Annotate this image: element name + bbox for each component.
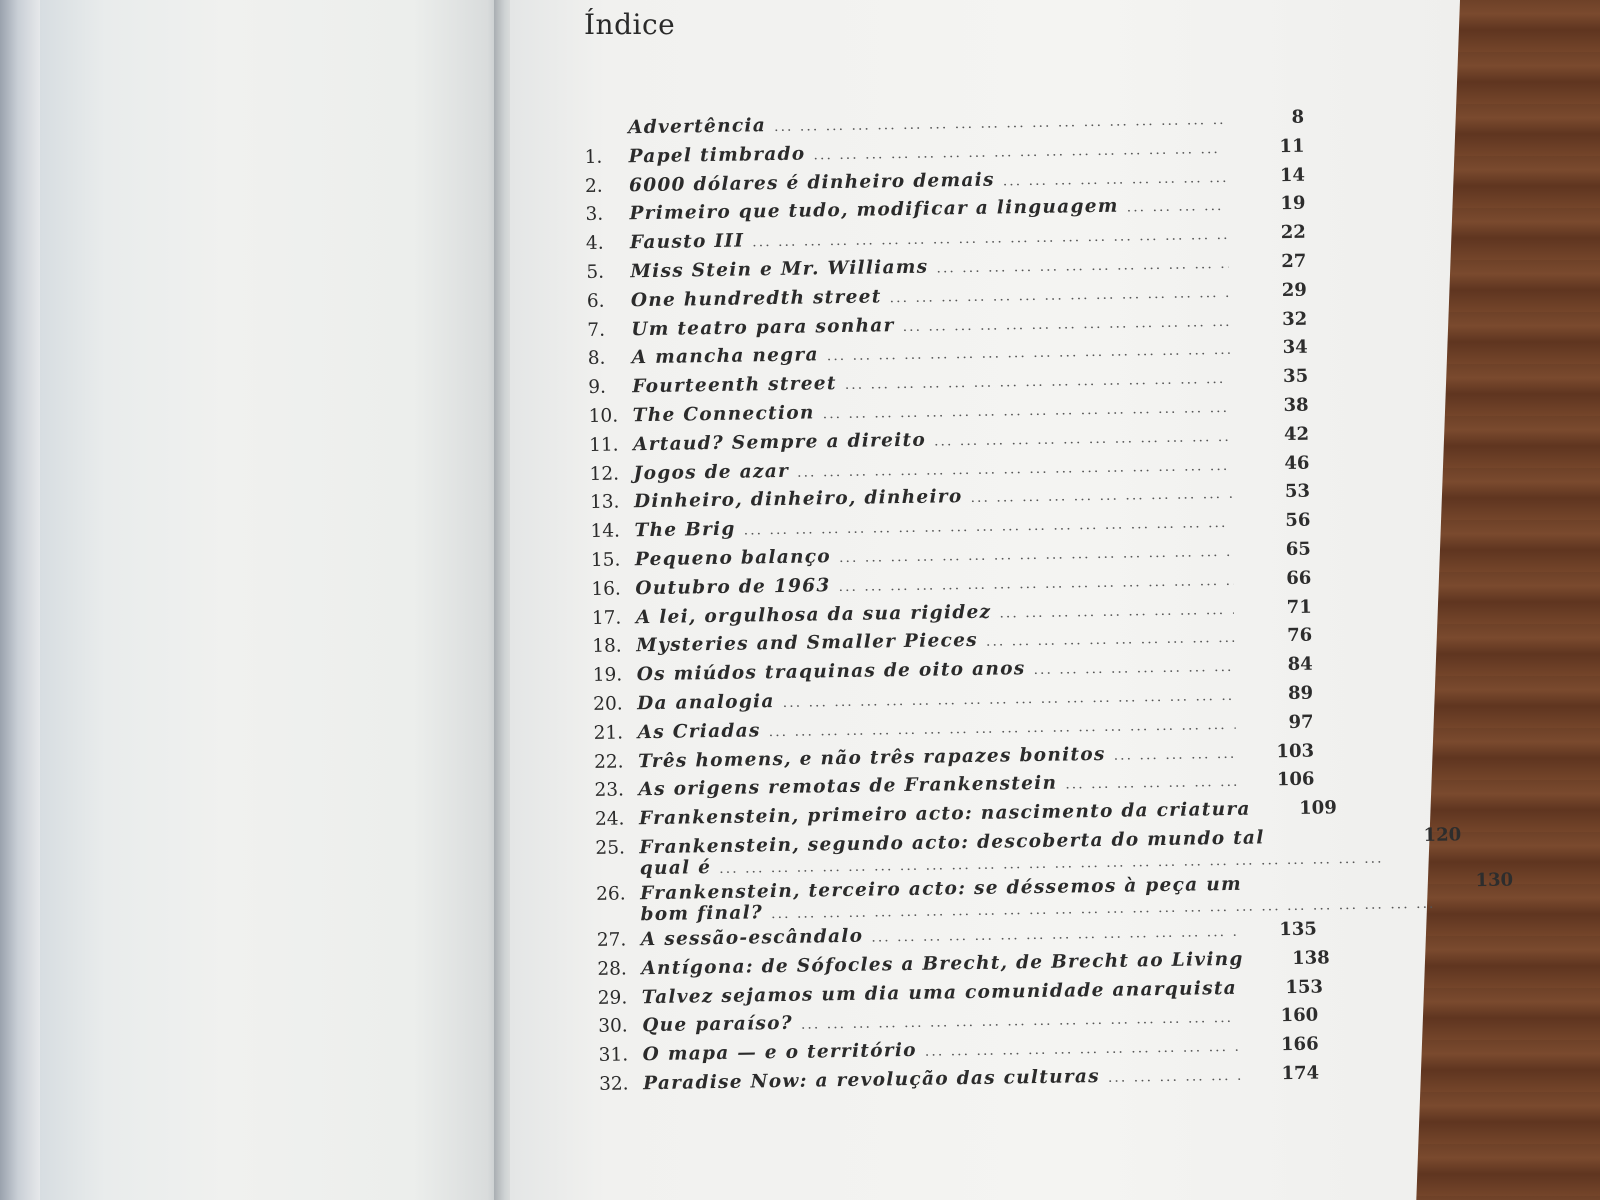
toc-entry-title: Talvez sejamos um dia uma comunidade anarquista — [641, 977, 1238, 1008]
toc-entry-page-number: 14 — [1279, 164, 1306, 186]
toc-entry-number: 11. — [588, 434, 619, 456]
toc-entry-page-number: 71 — [1286, 596, 1312, 618]
toc-entry-title: Jogos de azar — [633, 460, 790, 484]
toc-entry-number: 7. — [587, 319, 606, 341]
toc-entry-page-number: 65 — [1285, 538, 1312, 560]
toc-entry-page-number: 84 — [1287, 653, 1313, 676]
toc-entry-title-continuation: qual é — [639, 857, 712, 880]
toc-leader-dots — [999, 601, 1234, 621]
toc-entry-number: 6. — [586, 290, 605, 312]
toc-entry-number: 3. — [585, 204, 604, 226]
toc-leader-dots — [1114, 745, 1237, 763]
toc-leader-dots — [839, 544, 1233, 566]
toc-entry-title: Antígona: de Sófocles a Brecht, de Brecht ao Living — [641, 948, 1244, 979]
toc-entry-page-number: 56 — [1285, 509, 1311, 532]
toc-entry-page-number: 11 — [1279, 135, 1305, 157]
toc-entry-number: 18. — [592, 635, 622, 658]
toc-entry-number: 21. — [593, 722, 624, 744]
toc-entry-number: 19. — [592, 664, 623, 687]
toc-leader-dots — [827, 342, 1230, 364]
toc-entry-number: 14. — [590, 520, 621, 543]
toc-entry-number: 17. — [591, 607, 622, 629]
toc-entry-number: 8. — [587, 348, 606, 370]
toc-entry-page-number: 109 — [1299, 797, 1337, 819]
toc-entry-title: Fourteenth street — [632, 373, 837, 398]
toc-entry-number: 29. — [597, 986, 628, 1009]
toc-entry-page-number: 76 — [1286, 624, 1313, 647]
toc-leader-dots — [823, 400, 1231, 422]
toc-entry-title: Frankenstein, terceiro acto: se déssemos à peça um — [640, 873, 1243, 905]
toc-entry-number: 31. — [598, 1044, 629, 1066]
toc-leader-dots — [936, 256, 1228, 277]
toc-leader-dots — [769, 717, 1236, 740]
toc-entry-page-number: 138 — [1291, 947, 1330, 969]
toc-entry-title: Artaud? Sempre a direito — [632, 429, 927, 456]
book-cover-edge — [0, 0, 40, 1200]
toc-leader-dots — [801, 1010, 1241, 1033]
toc-leader-dots — [986, 630, 1235, 650]
toc-entry-page-number: 8 — [1291, 106, 1305, 128]
toc-entry-page-number: 160 — [1280, 1004, 1319, 1027]
toc-leader-dots — [1065, 774, 1236, 793]
toc-entry-page-number: 38 — [1283, 394, 1309, 417]
toc-entry-number: 9. — [588, 376, 607, 399]
toc-entry-page-number: 97 — [1288, 711, 1314, 733]
toc-entry-page-number: 120 — [1423, 824, 1462, 846]
toc-leader-dots — [903, 313, 1230, 334]
left-blank-page — [40, 0, 506, 1200]
toc-entry-number: 27. — [596, 929, 627, 951]
toc-leader-dots — [774, 112, 1226, 135]
toc-leader-dots — [871, 924, 1239, 946]
table-of-contents — [584, 106, 1514, 1103]
toc-entry-number: 16. — [591, 578, 621, 600]
toc-entry-title: As origens remotas de Frankenstein — [638, 772, 1058, 801]
toc-leader-dots — [797, 457, 1232, 480]
toc-entry-number: 24. — [594, 808, 625, 831]
toc-entry-title: One hundredth street — [630, 286, 882, 312]
toc-entry-title: A lei, orgulhosa da sua rigidez — [635, 601, 992, 628]
toc-entry-number: 22. — [593, 750, 624, 773]
toc-entry-number: 26. — [596, 883, 626, 905]
toc-entry-number: 23. — [594, 779, 625, 802]
toc-entry-number: 12. — [589, 463, 620, 485]
toc-entry-number: 5. — [586, 261, 605, 283]
toc-entry-page-number: 53 — [1284, 481, 1311, 503]
toc-leader-dots — [845, 371, 1231, 393]
toc-entry-title: Frankenstein, primeiro acto: nascimento da criatura — [638, 798, 1251, 830]
toc-entry-page-number: 22 — [1280, 221, 1307, 244]
toc-leader-dots — [970, 486, 1232, 506]
toc-entry-number: 2. — [584, 175, 603, 197]
toc-leader-dots — [889, 285, 1228, 306]
toc-entry-title: Primeiro que tudo, modificar a linguagem — [629, 196, 1119, 225]
toc-leader-dots — [1003, 170, 1228, 190]
toc-entry-page-number: 89 — [1287, 682, 1314, 704]
toc-entry-title: 6000 dólares é dinheiro demais — [628, 169, 995, 196]
toc-entry-page-number: 130 — [1475, 869, 1514, 892]
toc-entry-page-number: 166 — [1280, 1033, 1319, 1056]
toc-entry-title: Fausto III — [629, 230, 745, 254]
toc-entry-title: Paradise Now: a revolução das culturas — [643, 1065, 1101, 1095]
toc-entry-number: 10. — [588, 405, 619, 427]
toc-entry-page-number: 32 — [1282, 308, 1308, 330]
toc-entry-title: The Connection — [632, 402, 815, 427]
toc-entry-number: 30. — [598, 1015, 628, 1038]
toc-entry-number: 32. — [599, 1073, 629, 1095]
toc-entry-number: 15. — [590, 549, 621, 571]
toc-entry-title: Advertência — [627, 115, 767, 139]
toc-entry-page-number: 106 — [1276, 768, 1315, 791]
toc-entry-title: Os miúdos traquinas de oito anos — [636, 658, 1026, 686]
toc-entry-page-number: 34 — [1282, 337, 1308, 359]
toc-entry-title: As Criadas — [637, 720, 761, 743]
toc-entry-page-number: 153 — [1285, 976, 1324, 998]
toc-entry-number: 28. — [597, 958, 627, 980]
toc-entry-page-number: 46 — [1284, 452, 1310, 474]
toc-leader-dots — [1033, 659, 1234, 678]
toc-entry-number: 20. — [593, 693, 623, 715]
page-title: Índice — [584, 8, 676, 41]
toc-entry-number: 13. — [589, 491, 620, 514]
toc-entry-title: Papel timbrado — [628, 143, 806, 168]
toc-entry-title: Outubro de 1963 — [635, 574, 831, 599]
toc-leader-dots — [744, 515, 1233, 539]
toc-entry-number: 1. — [584, 146, 603, 168]
toc-entry-page-number: 103 — [1276, 740, 1315, 762]
toc-leader-dots — [838, 573, 1233, 595]
toc-entry-title: A mancha negra — [631, 344, 819, 369]
toc-leader-dots — [813, 141, 1226, 163]
toc-leader-dots — [1108, 1068, 1241, 1086]
toc-leader-dots — [1127, 198, 1228, 216]
toc-entry-page-number: 19 — [1280, 193, 1306, 215]
toc-entry-number: 4. — [585, 232, 604, 255]
toc-entry-title: Da analogia — [637, 691, 775, 715]
toc-leader-dots — [934, 429, 1231, 450]
toc-entry-page-number: 35 — [1282, 365, 1309, 388]
toc-entry-page-number: 174 — [1281, 1062, 1320, 1085]
toc-entry-title: Dinheiro, dinheiro, dinheiro — [633, 486, 963, 513]
toc-entry-number: 25. — [595, 837, 626, 859]
toc-entry-page-number: 42 — [1283, 423, 1310, 445]
toc-entry-title: Um teatro para sonhar — [631, 314, 895, 340]
toc-entry-title: Que paraíso? — [642, 1013, 794, 1037]
toc-leader-dots — [925, 1039, 1241, 1060]
toc-entry-page-number: 135 — [1279, 918, 1317, 941]
toc-entry-title: A sessão-escândalo — [640, 925, 864, 951]
toc-entry-number — [584, 133, 628, 134]
toc-entry-page-number: 66 — [1286, 567, 1312, 589]
toc-leader-dots — [752, 227, 1228, 250]
toc-entry-title: O mapa — e o território — [642, 1039, 918, 1066]
toc-entry-title-continuation: bom final? — [640, 902, 764, 926]
toc-entry-title: The Brig — [634, 518, 736, 542]
toc-entry-title: Miss Stein e Mr. Williams — [630, 256, 929, 283]
toc-entry-page-number: 29 — [1281, 279, 1307, 301]
toc-entry-title: Mysteries and Smaller Pieces — [636, 630, 979, 657]
toc-entry-title: Frankenstein, segundo acto: descoberta do mundo tal — [639, 827, 1265, 859]
toc-entry-title: Três homens, e não três rapazes bonitos — [637, 743, 1106, 772]
toc-entry-page-number: 27 — [1281, 250, 1307, 273]
toc-entry-title: Pequeno balanço — [634, 546, 832, 571]
toc-leader-dots — [783, 688, 1236, 711]
